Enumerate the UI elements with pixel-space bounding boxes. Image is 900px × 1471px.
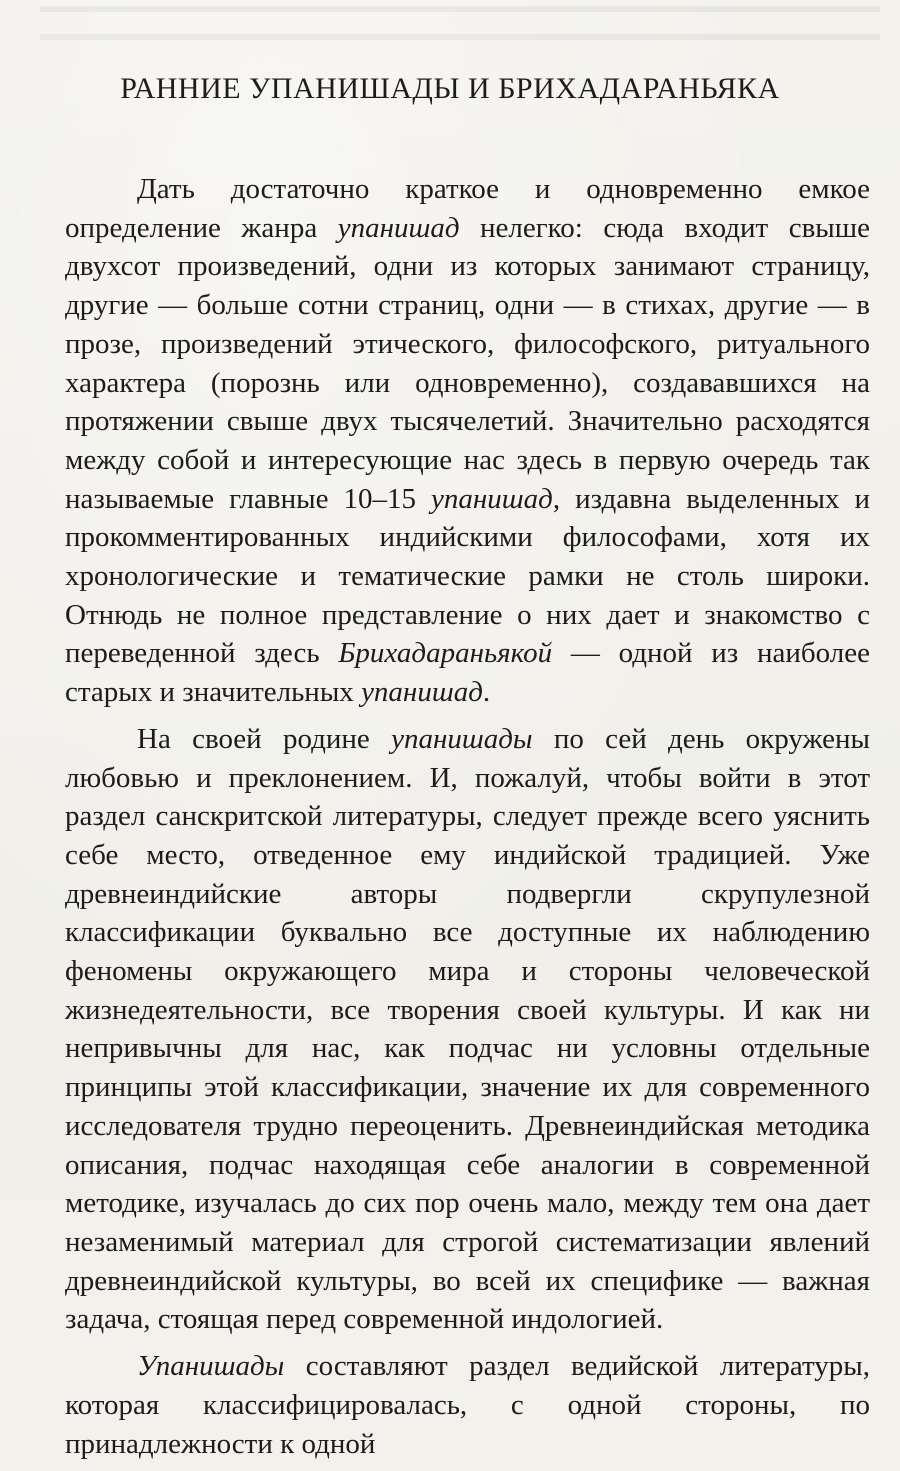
italic-term: упанишады xyxy=(391,722,533,755)
paragraph xyxy=(65,1347,870,1463)
bleed-through-line xyxy=(40,6,880,12)
text-run: составляют раздел ведийской литературы, которая классифицировалась, с одной стороны, по принадлежности к одной xyxy=(65,1350,870,1460)
text-run: — одной из наиболее старых и значительных xyxy=(65,637,870,709)
body-text xyxy=(65,170,870,1471)
text-run: по сей день окружены любовью и преклонением. И, пожалуй, чтобы войти в этот раздел санскритской литературы, следует прежде всего уяснить себе место, отведенное ему индийской традицией. Уже древнеиндийские авторы подвергли скрупулезной классификации буквально все доступные их наблюдению феномены окружающего мира и стороны человеческой жизнедеятельности, все творения своей культуры. И как ни непривычны для нас, как подчас ни условны отдельные принципы этой классификации, значение их для современного исследователя трудно переоценить. Древнеиндийская методика описания, подчас находящая себе аналогии в современной методике, изучалась до сих пор очень мало, между тем она дает незаменимый материал для строгой систематизации явлений древнеиндийской культуры, во всей их специфике — важная задача, стоящая перед современной индологией. xyxy=(65,722,870,1336)
bleed-through-line xyxy=(40,34,880,40)
text-run: Дать достаточно краткое и одновременно емкое определение жанра xyxy=(65,173,870,244)
text-run: . xyxy=(482,676,491,709)
text-run: , издавна выделенных и прокомментированных индийскими философами, хотя их хронологические и тематические рамки не столь широки. Отнюдь не полное представление о них дает и знакомство с переведенной здесь xyxy=(65,482,870,670)
chapter-title: РАННИЕ УПАНИШАДЫ И БРИХАДАРАНЬЯКА xyxy=(120,72,780,105)
text-run: нелегко: сюда входит свыше двухсот произведений, одни из которых занимают страницу, другие — больше сотни страниц, одни — в стихах, другие — в прозе, произведений этического, философского, ритуального характера (порознь или одновременно), создававшихся на протяжении свыше двух тысячелетий. Значительно расходятся между собой и интересующие нас здесь в первую очередь так называемые главные 10–15 xyxy=(65,211,870,515)
paragraph xyxy=(65,720,870,1339)
italic-term: упанишад xyxy=(361,676,483,709)
text-run: На своей родине xyxy=(137,722,392,755)
italic-term: упанишад xyxy=(431,482,553,515)
paragraph xyxy=(65,170,870,712)
italic-term: Упанишады xyxy=(137,1350,285,1383)
italic-term: упанишад xyxy=(337,211,460,244)
italic-term: Брихадараньякой xyxy=(338,637,553,670)
